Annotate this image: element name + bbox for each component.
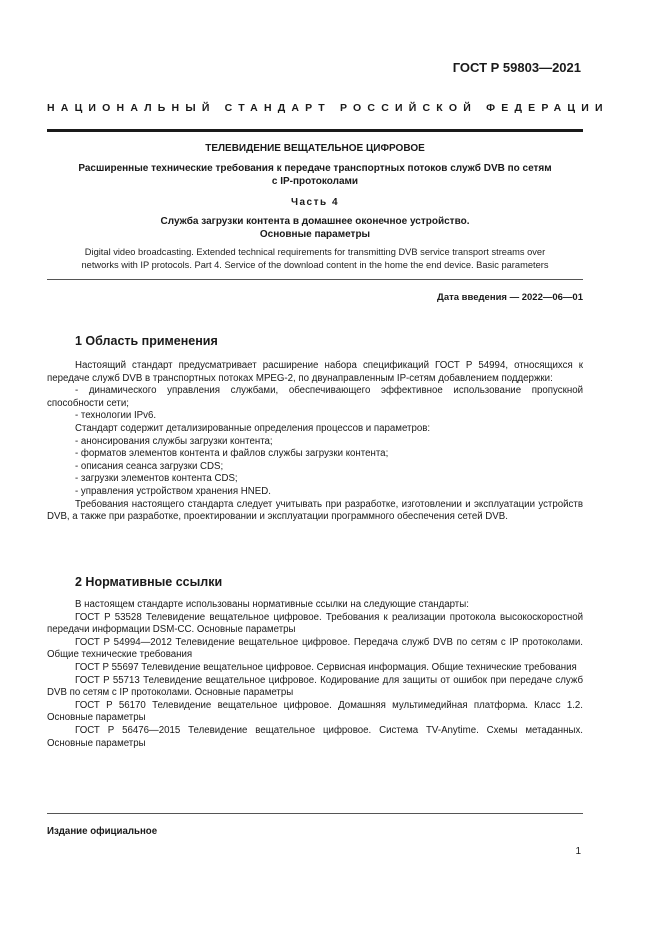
date-of-introduction: Дата введения — 2022—06—01: [437, 292, 583, 303]
section-1-heading: 1 Область применения: [75, 334, 218, 348]
list-item: - технологии IPv6.: [75, 410, 157, 422]
official-edition-label: Издание официальное: [47, 826, 158, 837]
title-part-name-line1: Служба загрузки контента в домашнее оконечное устройство.: [160, 216, 470, 227]
title-main: ТЕЛЕВИДЕНИЕ ВЕЩАТЕЛЬНОЕ ЦИФРОВОЕ: [205, 143, 425, 154]
list-item: - загрузки элементов контента CDS;: [75, 473, 238, 485]
paragraph: Стандарт содержит детализированные определения процессов и параметров:: [75, 422, 431, 434]
page-number: 1: [575, 846, 581, 857]
title-part-name-line2: Основные параметры: [259, 229, 371, 240]
national-standard-banner: НАЦИОНАЛЬНЫЙ СТАНДАРТ РОССИЙСКОЙ ФЕДЕРАЦИИ: [47, 102, 609, 114]
title-part-name: [47, 215, 583, 241]
reference-item: ГОСТ Р 53528 Телевидение вещательное цифровое. Требования к реализации протокола высокоскоростной передачи информации DSM-CC. Основные параметры: [47, 611, 583, 636]
title-english-line1: Digital video broadcasting. Extended technical requirements for transmitting DVB service transport streams over: [84, 247, 546, 257]
list-item: - форматов элементов контента и файлов службы загрузки контента;: [75, 448, 389, 460]
list-item: - анонсирования службы загрузки контента;: [75, 435, 273, 447]
list-item: - описания сеанса загрузки CDS;: [75, 460, 224, 472]
section-2-body: [47, 599, 583, 750]
header-divider: [47, 129, 583, 132]
paragraph: Требования настоящего стандарта следует учитывать при разработке, изготовлении и эксплуатации устройств DVB, а также при разработке, проектировании и эксплуатации программного обеспечения сетей DVB.: [47, 498, 583, 523]
section-2-heading: 2 Нормативные ссылки: [75, 575, 223, 589]
title-subtitle: [47, 162, 583, 188]
paragraph: Настоящий стандарт предусматривает расширение набора спецификаций ГОСТ Р 54994, относящихся к передаче служб DVB в транспортных потоках MPEG-2, по двунаправленным IP-сетям добавлением поддержки:: [47, 360, 583, 384]
list-item: - динамического управления службами, обеспечивающего эффективное использование пропускной способности сети;: [47, 385, 583, 409]
reference-item: ГОСТ Р 54994—2012 Телевидение вещательное цифровое. Передача служб DVB по сетям с IP протоколами. Общие технические требования: [47, 636, 583, 661]
reference-item: ГОСТ Р 55697 Телевидение вещательное цифровое. Сервисная информация. Общие технические требования: [75, 661, 577, 673]
paragraph: В настоящем стандарте использованы нормативные ссылки на следующие стандарты:: [75, 599, 469, 610]
reference-item: ГОСТ Р 56476—2015 Телевидение вещательное цифровое. Система TV-Anytime. Схемы метаданных. Основные параметры: [47, 724, 583, 749]
list-item: - управления устройством хранения HNED.: [75, 485, 271, 497]
reference-item: ГОСТ Р 56170 Телевидение вещательное цифровое. Домашняя мультимедийная платформа. Класс 1.2. Основные параметры: [47, 699, 583, 724]
reference-item: ГОСТ Р 55713 Телевидение вещательное цифровое. Кодирование для защиты от ошибок при передаче служб DVB по сетям с IP протоколами. Основные параметры: [47, 674, 583, 699]
footer-divider: [47, 813, 583, 814]
title-part: Часть 4: [290, 197, 340, 208]
title-divider: [47, 279, 583, 280]
title-english-line2: networks with IP protocols. Part 4. Service of the download content in the home the end device. Basic parameters: [81, 260, 549, 270]
title-subtitle-line2: с IP-протоколами: [271, 176, 359, 187]
section-1-body: [47, 360, 583, 524]
title-english: [47, 246, 583, 272]
gost-code: ГОСТ Р 59803—2021: [452, 60, 581, 75]
title-subtitle-line1: Расширенные технические требования к передаче транспортных потоков служб DVB по сетям: [78, 163, 552, 174]
